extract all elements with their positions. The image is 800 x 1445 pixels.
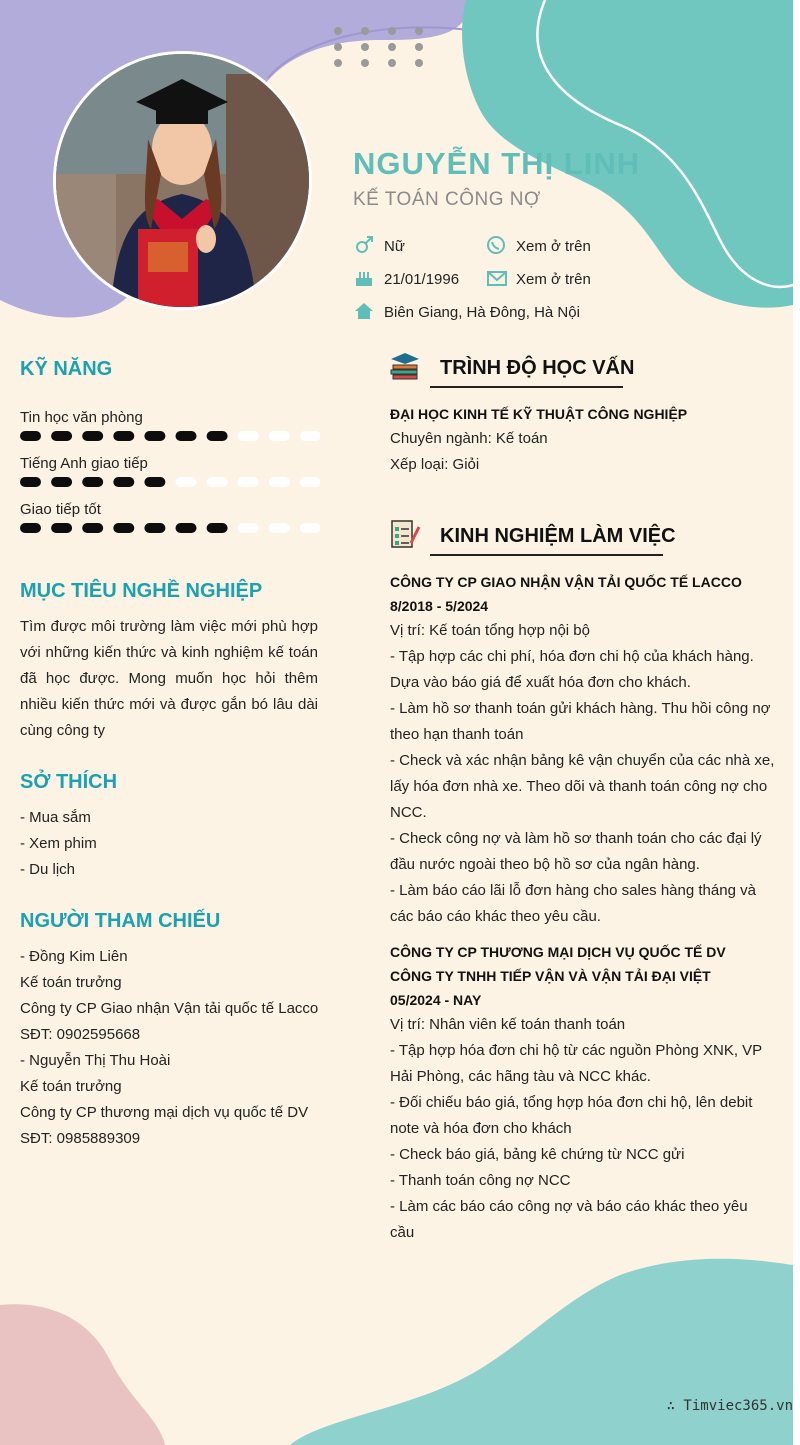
job2-description [390,1012,790,1246]
list-item: Vị trí: Nhân viên kế toán thanh toán [390,1016,626,1033]
list-item: - Check báo giá, bảng kê chứng từ NCC gửi [390,1146,685,1163]
list-item: - Xem phim [20,835,97,852]
list-item: - Làm các báo cáo công nợ và báo cáo khác theo yêu [390,1198,748,1215]
list-item: - Đối chiếu báo giá, tổng hợp hóa đơn chi hộ, lên debit [390,1094,753,1111]
list-item: lấy hóa đơn nhà xe. Theo dõi và thanh toán công nợ cho [390,778,768,795]
education-major: Chuyên ngành: Kế toán [390,430,548,447]
list-item: NCC. [390,804,427,821]
skill-segment-filled [82,431,103,441]
skill-segment-empty [207,477,228,487]
job2-company: CÔNG TY TNHH TIẾP VẬN VÀ VẬN TẢI ĐẠI VIỆT [390,968,711,984]
skill-bar [20,522,320,534]
skill-segment-empty [300,523,320,533]
references-list [20,944,340,1152]
list-item: SĐT: 0902595668 [20,1026,141,1043]
list-item: - Du lịch [20,861,76,878]
list-item: đầu nước ngoài theo bộ hồ sơ của ngân hàng. [390,856,700,873]
skill-segment-filled [113,431,134,441]
job-title: KẾ TOÁN CÔNG NỢ [353,189,541,210]
list-item: - Check công nợ và làm hồ sơ thanh toán cho các đại lý [390,830,762,847]
objective-text: Tìm được môi trường làm việc mới phù hợp với những kiến thức và kinh nghiệm kế toán đã học được. Mong muốn học hỏi thêm nhiều kiến thức mới và được gắn bó lâu dài cùng công ty [20,618,318,739]
education-grade: Xếp loại: Giỏi [390,456,480,473]
experience-underline [430,554,663,556]
skill-segment-empty [269,477,290,487]
list-item: - Làm hồ sơ thanh toán gửi khách hàng. Thu hồi công nợ [390,700,771,717]
skill-segment-empty [300,431,320,441]
education-school: ĐẠI HỌC KINH TẾ KỸ THUẬT CÔNG NGHIỆP [390,406,688,422]
hobbies-list [20,805,320,883]
skill-segment-filled [20,523,41,533]
skill-segment-empty [269,523,290,533]
skill-segment-empty [269,431,290,441]
address-value: Biên Giang, Hà Đông, Hà Nội [384,304,580,321]
list-item: - Đồng Kim Liên [20,948,128,965]
list-item: SĐT: 0985889309 [20,1130,141,1147]
list-item: theo hạn thanh toán [390,726,524,743]
skill-segment-filled [51,477,72,487]
skill-segment-filled [144,431,165,441]
skill-segment-filled [207,431,228,441]
skill-segment-filled [82,477,103,487]
gender-icon [354,235,374,255]
skill-segment-filled [20,477,41,487]
skill-segment-filled [176,523,197,533]
pink-blob [0,1304,165,1445]
skill-segment-filled [207,523,228,533]
list-item: cầu [390,1224,415,1241]
skill-segment-empty [238,523,259,533]
job1-company: CÔNG TY CP GIAO NHẬN VẬN TẢI QUỐC TẾ LACCO [390,574,742,590]
job1-description [390,618,790,930]
skill-label: Tin học văn phòng [20,409,143,426]
list-item: Dựa vào báo giá để xuất hóa đơn cho khách. [390,674,691,691]
list-item: Vị trí: Kế toán tổng hợp nội bộ [390,622,590,639]
gender-value: Nữ [384,238,405,255]
skill-segment-filled [51,523,72,533]
objective-heading: MỤC TIÊU NGHỀ NGHIỆP [20,580,263,602]
birthday-value: 21/01/1996 [384,271,460,288]
list-item: - Check và xác nhận bảng kê vận chuyển của các nhà xe, [390,752,775,769]
skill-segment-filled [144,477,165,487]
skill-segment-filled [176,431,197,441]
list-item: - Thanh toán công nợ NCC [390,1172,571,1189]
list-item: - Tập hợp hóa đơn chi hộ từ các nguồn Phòng XNK, VP [390,1042,763,1059]
list-item: - Nguyễn Thị Thu Hoài [20,1052,171,1069]
education-underline [430,386,623,388]
list-item: các báo cáo khác theo yêu cầu. [390,908,601,925]
skill-segment-filled [20,431,41,441]
phone-value: Xem ở trên [516,238,591,255]
birthday-cake-icon [354,268,374,288]
watermark: ∴ Timviec365.vn [666,1398,793,1414]
email-icon [486,268,508,288]
teal-bottom-blob [290,1259,793,1445]
skill-segment-filled [144,523,165,533]
skill-segment-empty [238,431,259,441]
job2-company: CÔNG TY CP THƯƠNG MẠI DỊCH VỤ QUỐC TẾ DV [390,944,726,960]
list-item: Công ty CP thương mại dịch vụ quốc tế DV [20,1104,309,1121]
skill-segment-empty [176,477,197,487]
list-item: - Tập hợp các chi phí, hóa đơn chi hộ của khách hàng. [390,648,754,665]
skill-segment-filled [113,523,134,533]
experience-clipboard-icon [389,519,421,549]
skill-segment-empty [300,477,320,487]
skill-segment-filled [82,523,103,533]
email-value: Xem ở trên [516,271,591,288]
list-item: Kế toán trưởng [20,1078,122,1095]
list-item: - Làm báo cáo lãi lỗ đơn hàng cho sales hàng tháng và [390,882,756,899]
candidate-name: NGUYỄN THỊ LINH [353,146,641,181]
skills-heading: KỸ NĂNG [20,358,113,380]
skill-segment-empty [238,477,259,487]
phone-icon [486,235,506,255]
list-item: Công ty CP Giao nhận Vận tải quốc tế Lacco [20,1000,319,1017]
home-icon [354,301,374,321]
list-item: note và hóa đơn cho khách [390,1120,572,1137]
skill-label: Tiếng Anh giao tiếp [20,455,148,472]
job1-period: 8/2018 - 5/2024 [390,598,489,614]
education-books-icon [389,351,421,381]
list-item: Kế toán trưởng [20,974,122,991]
list-item: Hải Phòng, các hãng tàu và NCC khác. [390,1068,651,1085]
profile-photo [53,51,312,310]
job2-period: 05/2024 - NAY [390,992,482,1008]
experience-heading: KINH NGHIỆM LÀM VIỆC [440,525,676,547]
education-heading: TRÌNH ĐỘ HỌC VẤN [440,357,635,379]
skill-segment-filled [113,477,134,487]
skill-segment-filled [51,431,72,441]
references-heading: NGƯỜI THAM CHIẾU [20,910,221,932]
hobbies-heading: SỞ THÍCH [20,771,118,793]
list-item: - Mua sắm [20,809,91,826]
skill-label: Giao tiếp tốt [20,501,101,518]
skill-bar [20,430,320,442]
skill-bar [20,476,320,488]
